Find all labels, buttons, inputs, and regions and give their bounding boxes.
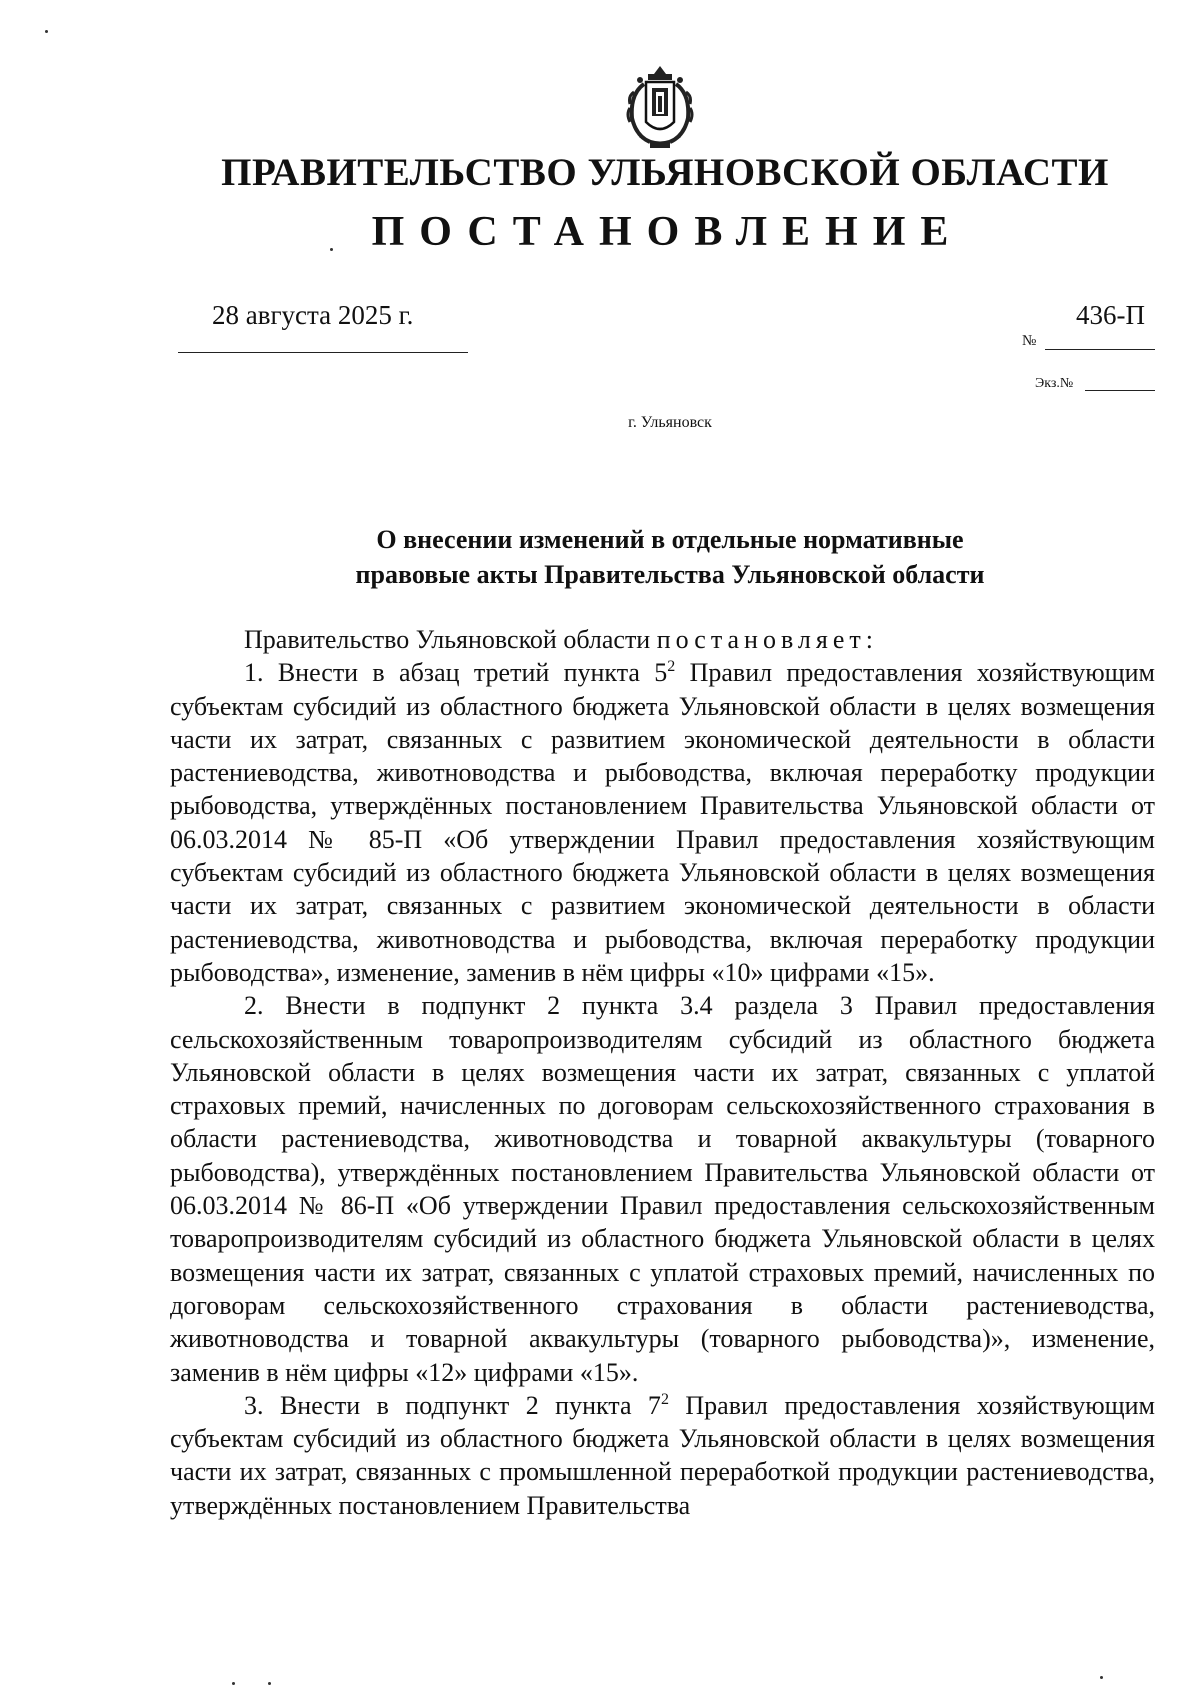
paragraph-3-start: 3. Внести в подпункт 2 пункта 7 (244, 1390, 661, 1420)
intro-paragraph (170, 623, 1155, 656)
document-number: 436-П (1076, 300, 1145, 330)
subject-line-1: О внесении изменений в отдельные нормативные (376, 525, 964, 554)
scan-speck (330, 248, 333, 251)
scan-speck (232, 1682, 235, 1685)
document-date: 28 августа 2025 г. (212, 300, 414, 330)
paragraph-3-text: Правил предоставления хозяйствующим субъектам субсидий из областного бюджета Ульяновской области в целях возмещения части их затрат, связанных с промышленной переработкой продукции растениеводства, утверждённых постановлением Правительства (170, 1390, 1156, 1520)
paragraph-1 (170, 656, 1155, 989)
subject-line-2: правовые акты Правительства Ульяновской области (355, 560, 985, 589)
paragraph-1-start: 1. Внести в абзац третий пункта 5 (244, 658, 668, 688)
document-type: ПОСТАНОВЛЕНИЕ (371, 209, 964, 255)
number-underline (1045, 349, 1155, 350)
coat-of-arms-emblem (620, 62, 700, 158)
paragraph-1-superscript: 2 (667, 658, 676, 676)
scan-speck (1100, 1676, 1103, 1679)
paragraph-3-superscript: 2 (660, 1390, 669, 1408)
document-body (170, 623, 1155, 1522)
scan-speck (45, 30, 48, 33)
document-subject (250, 522, 1090, 592)
paragraph-2: 2. Внести в подпункт 2 пункта 3.4 раздела 3 Правил предоставления сельскохозяйственным товаропроизводителям субсидий из областного бюджета Ульяновской области в целях возмещения части их затрат, связанных с уплатой страховых премий, начисленных по договорам сельскохозяйственного страхования в области растениеводства, животноводства и товарной аквакультуры (товарного рыбоводства), утверждённых постановлением Правительства Ульяновской области от 06.03.2014 № 86-П «Об утверждении Правил предоставления сельскохозяйственным товаропроизводителям субсидий из областного бюджета Ульяновской области в целях возмещения части их затрат, связанных с уплатой страховых премий, начисленных по договорам сельскохозяйственного страхования в области растениеводства, животноводства и товарной аквакультуры (товарного рыбоводства)», изменение, заменив в нём цифры «12» цифрами «15». (170, 991, 1155, 1387)
scan-speck (268, 1682, 271, 1685)
paragraph-3 (170, 1389, 1155, 1522)
copy-number-underline (1085, 390, 1155, 391)
intro-decree-word: постановляет: (656, 625, 878, 654)
number-label: № (1022, 333, 1037, 349)
city-label: г. Ульяновск (628, 414, 712, 431)
copy-number-label: Экз.№ (1035, 376, 1074, 391)
government-title: ПРАВИТЕЛЬСТВО УЛЬЯНОВСКОЙ ОБЛАСТИ (221, 151, 1109, 194)
paragraph-1-text: Правил предоставления хозяйствующим субъектам субсидий из областного бюджета Ульяновской области в целях возмещения части их затрат, связанных с развитием экономической деятельности в области растениеводства, животноводства и рыбоводства, включая переработку продукции рыбоводства, утверждённых постановлением Правительства Ульяновской области от 06.03.2014 № 85-П «Об утверждении Правил предоставления хозяйствующим субъектам субсидий из областного бюджета Ульяновской области в целях возмещения части их затрат, связанных с развитием экономической деятельности в области растениеводства, животноводства и рыбоводства, включая переработку продукции рыбоводства», изменение, заменив в нём цифры «10» цифрами «15». (170, 658, 1156, 987)
date-underline (178, 352, 468, 353)
intro-text: Правительство Ульяновской области (244, 625, 657, 654)
